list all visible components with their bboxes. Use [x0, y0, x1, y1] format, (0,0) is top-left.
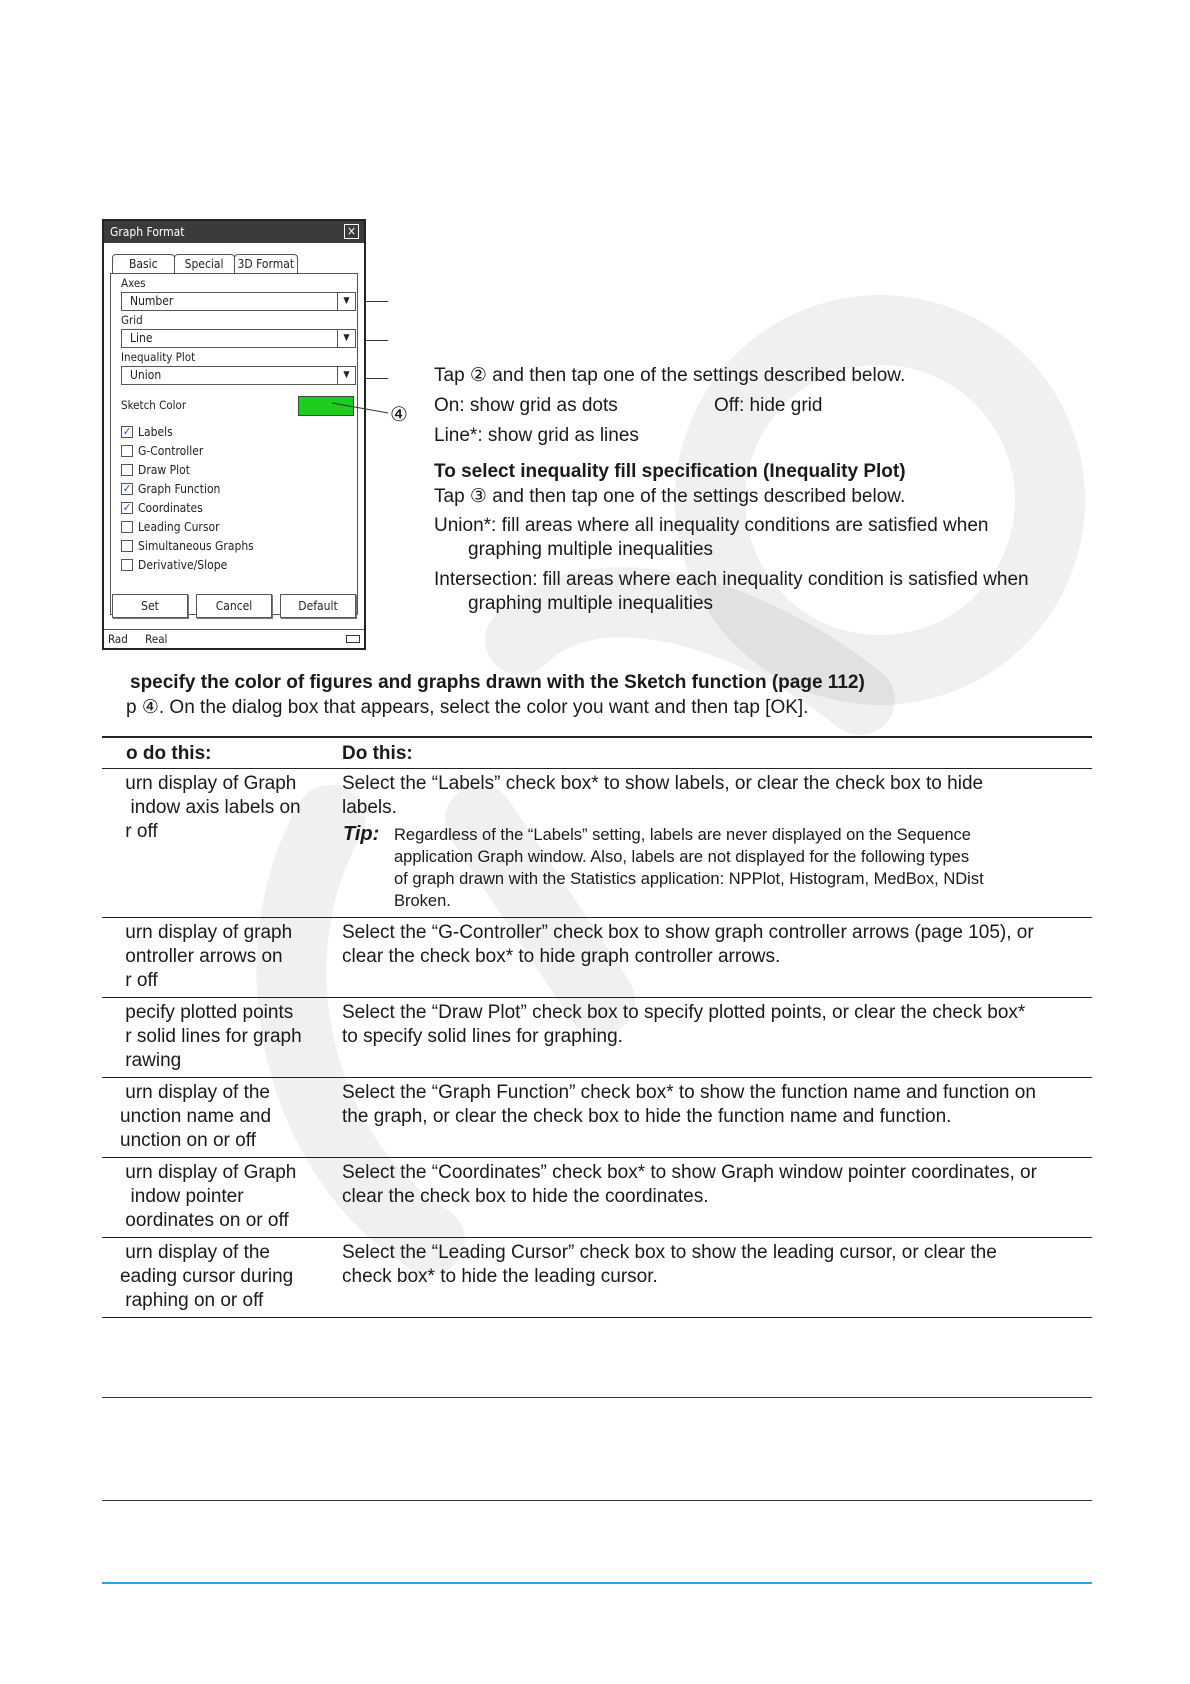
close-icon[interactable]: ×: [344, 224, 359, 239]
table-row-graph-function-right: Select the “Graph Function” check box* to show the function name and function on the graph, or clear the check box to hide the function name and function.: [342, 1082, 1036, 1127]
intersection-description: Intersection: fill areas where each inequality condition is satisfied when: [434, 569, 1029, 590]
battery-icon: [346, 635, 360, 643]
table-bottom-rule: [102, 1317, 1092, 1318]
checkbox-checked-icon[interactable]: ✓: [122, 501, 132, 514]
graph-format-dialog: [102, 219, 366, 650]
checkbox-coordinates[interactable]: [121, 500, 203, 516]
inequality-plot-select[interactable]: [121, 366, 356, 385]
callout-line-sketch: [330, 400, 390, 420]
footer-rule: [102, 1582, 1092, 1584]
chevron-down-icon[interactable]: ▼: [337, 293, 355, 310]
checkbox-labels[interactable]: [121, 424, 173, 440]
callout-number-4: ④: [390, 404, 408, 426]
table-row-graph-function-left: urn display of the unction name and unction on or off: [120, 1082, 272, 1151]
inequality-plot-label: Inequality Plot: [121, 350, 196, 364]
table-row-labels-right: Select the “Labels” check box* to show labels, or clear the check box to hide labels.: [342, 773, 984, 818]
checkbox-icon[interactable]: [121, 445, 133, 457]
checkbox-label: Draw Plot: [138, 463, 190, 477]
checkbox-label: Labels: [138, 425, 173, 439]
dialog-title: Graph Format: [110, 225, 185, 239]
table-row-draw-plot-left: pecify plotted points r solid lines for graph rawing: [120, 1002, 302, 1071]
grid-option-on: On: show grid as dots: [434, 395, 618, 416]
table-top-rule: [102, 736, 1092, 738]
checkbox-checked-icon[interactable]: ✓: [122, 482, 132, 495]
grid-select[interactable]: [121, 329, 356, 348]
checkbox-label: Derivative/Slope: [138, 558, 228, 572]
checkbox-icon[interactable]: [121, 521, 133, 533]
callout-line-inequality: [366, 378, 388, 379]
dialog-tabs: [112, 254, 297, 274]
table-row-g-controller-right: Select the “G-Controller” check box to show graph controller arrows (page 105), or clear the check box* to hide graph controller arrows.: [342, 922, 1034, 967]
grid-label: Grid: [121, 313, 143, 327]
table-header-right: Do this:: [342, 743, 413, 764]
table-row-rule: [102, 1157, 1092, 1158]
divider-line: [102, 1500, 1092, 1501]
set-button[interactable]: Set: [112, 594, 188, 618]
axes-select-value: Number: [130, 294, 174, 308]
sketch-color-label: Sketch Color: [121, 398, 187, 412]
callout-line-axes: [366, 301, 388, 302]
tab-3d-format[interactable]: 3D Format: [234, 254, 299, 274]
dialog-titlebar: [104, 221, 364, 243]
checkbox-leading-cursor[interactable]: [121, 519, 220, 535]
tab-special[interactable]: Special: [174, 254, 235, 274]
union-description-cont: graphing multiple inequalities: [468, 539, 714, 560]
divider-line: [102, 1397, 1092, 1398]
dialog-buttons: [112, 594, 364, 618]
chevron-down-icon[interactable]: ▼: [337, 330, 355, 347]
table-row-leading-cursor-right: Select the “Leading Cursor” check box to show the leading cursor, or clear the check box* to hide the leading cursor.: [342, 1242, 997, 1287]
tip-label: Tip:: [343, 823, 380, 845]
checkbox-simultaneous-graphs[interactable]: [121, 538, 254, 554]
checkbox-checked-icon[interactable]: ✓: [122, 425, 132, 438]
table-header-rule: [102, 768, 1092, 769]
checkbox-label: G-Controller: [138, 444, 204, 458]
checkbox-label: Leading Cursor: [138, 520, 220, 534]
axes-label: Axes: [121, 276, 146, 290]
default-button[interactable]: Default: [280, 594, 356, 618]
table-header-left: o do this:: [126, 743, 212, 764]
table-row-g-controller-left: urn display of graph ontroller arrows on r off: [120, 922, 293, 991]
inequality-select-value: Union: [130, 368, 162, 382]
checkbox-g-controller[interactable]: [121, 443, 203, 459]
table-row-coordinates-right: Select the “Coordinates” check box* to show Graph window pointer coordinates, or clear the check box to hide the coordinates.: [342, 1162, 1037, 1207]
sketch-heading: specify the color of figures and graphs drawn with the Sketch function (page 112): [130, 672, 865, 693]
table-row-rule: [102, 1237, 1092, 1238]
grid-select-value: Line: [130, 331, 153, 345]
union-description: Union*: fill areas where all inequality conditions are satisfied when: [434, 515, 989, 536]
tab-basic[interactable]: Basic: [112, 254, 175, 274]
checkbox-icon[interactable]: [121, 540, 133, 552]
table-row-rule: [102, 1077, 1092, 1078]
inequality-instruction: Tap ③ and then tap one of the settings described below.: [434, 486, 906, 507]
tip-text: Regardless of the “Labels” setting, labels are never displayed on the Sequence application Graph window. Also, labels are not displayed for the following types of graph drawn with the Statistics application: NPPlot, Histogram, MedBox, NDist Broken.: [394, 826, 984, 910]
checkbox-label: Coordinates: [138, 501, 203, 515]
table-row-rule: [102, 997, 1092, 998]
table-row-labels-left: urn display of Graph indow axis labels on r off: [120, 773, 301, 842]
checkbox-icon[interactable]: [121, 464, 133, 476]
status-angle: Rad: [108, 632, 128, 646]
grid-option-off: Off: hide grid: [714, 395, 823, 416]
intersection-description-cont: graphing multiple inequalities: [468, 593, 714, 614]
status-mode: Real: [145, 632, 168, 646]
status-bar: [104, 629, 364, 648]
table-row-leading-cursor-left: urn display of the eading cursor during raphing on or off: [120, 1242, 294, 1311]
checkbox-label: Graph Function: [138, 482, 221, 496]
checkbox-graph-function[interactable]: [121, 481, 220, 497]
basic-tab-panel: [110, 273, 358, 615]
cancel-button[interactable]: Cancel: [196, 594, 272, 618]
table-row-coordinates-left: urn display of Graph indow pointer oordinates on or off: [120, 1162, 297, 1231]
checkbox-icon[interactable]: [121, 559, 133, 571]
axes-select[interactable]: [121, 292, 356, 311]
inequality-heading: To select inequality fill specification (Inequality Plot): [434, 461, 906, 482]
checkbox-draw-plot[interactable]: [121, 462, 190, 478]
checkbox-label: Simultaneous Graphs: [138, 539, 254, 553]
grid-instruction: Tap ② and then tap one of the settings described below.: [434, 365, 906, 386]
callout-line-grid: [366, 340, 388, 341]
table-row-rule: [102, 917, 1092, 918]
checkbox-derivative-slope[interactable]: [121, 557, 227, 573]
grid-option-line: Line*: show grid as lines: [434, 425, 639, 446]
sketch-instruction: p ④. On the dialog box that appears, select the color you want and then tap [OK].: [126, 697, 809, 718]
chevron-down-icon[interactable]: ▼: [337, 367, 355, 384]
table-row-draw-plot-right: Select the “Draw Plot” check box to specify plotted points, or clear the check box* to specify solid lines for graphing.: [342, 1002, 1026, 1047]
